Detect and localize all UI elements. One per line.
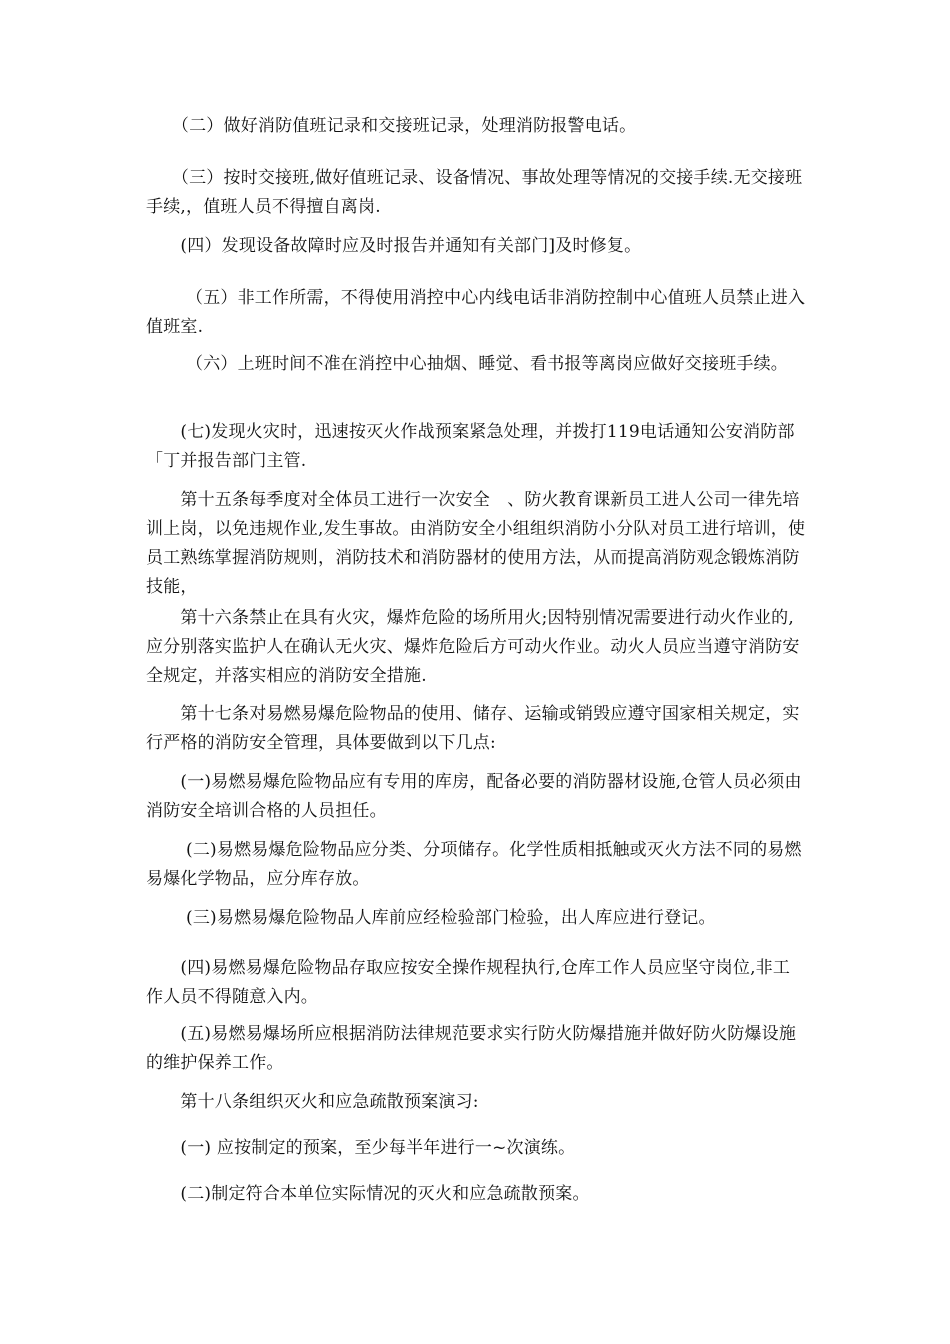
paragraph-fire-response: (七)发现火灾时，迅速按灭火作战预案紧急处理，并拨打119电话通知公安消防部「丁并报告部门主管.: [146, 422, 795, 471]
paragraph-shift-handover: （三）按时交接班,做好值班记录、设备情况、事故处理等情况的交接手续.无交接班手续,，值班人员不得擅自离岗.: [146, 168, 803, 217]
paragraph-duty-record: （二）做好消防值班记录和交接班记录，处理消防报警电话。: [146, 116, 637, 136]
paragraph-evacuation-plan: (二)制定符合本单位实际情况的灭火和应急疏散预案。: [146, 1184, 590, 1204]
paragraph-article-17: 第十七条对易燃易爆危险物品的使用、储存、运输或销毁应遵守国家相关规定，实行严格的消防安全管理，具体要做到以下几点:: [146, 704, 800, 753]
paragraph-article-18: 第十八条组织灭火和应急疏散预案演习:: [146, 1092, 479, 1112]
paragraph-storage-room: (一)易燃易爆危险物品应有专用的库房，配备必要的消防器材设施,仓管人员必须由消防安全培训合格的人员担任。: [146, 772, 802, 821]
paragraph-inspection: (三)易燃易爆危险物品人库前应经检验部门检验，出人库应进行登记。: [146, 908, 716, 928]
paragraph-article-16: 第十六条禁止在具有火灾，爆炸危险的场所用火;因特别情况需要进行动火作业的,应分别落实监护人在确认无火灾、爆炸危险后方可动火作业。动火人员应当遵守消防安全规定，并落实相应的消防安全措施.: [146, 608, 800, 686]
paragraph-equipment-fault: (四）发现设备故障时应及时报告并通知有关部门]及时修复。: [146, 236, 642, 256]
paragraph-drill-frequency: (一) 应按制定的预案，至少每半年进行一~次演练。: [146, 1138, 576, 1158]
paragraph-explosion-prevention: (五)易燃易爆场所应根据消防法律规范要求实行防火防爆措施并做好防火防爆设施的维护保养工作。: [146, 1024, 797, 1073]
paragraph-article-15: 第十五条每季度对全体员工进行一次安全 、防火教育课新员工进人公司一律先培训上岗，以免违规作业,发生事故。由消防安全小组组织消防小分队对员工进行培训，使员工熟练掌握消防规则，消防技术和消防器材的使用方法，从而提高消防观念锻炼消防技能，: [146, 490, 806, 597]
paragraph-internal-phone: （五）非工作所需，不得使用消控中心内线电话非消防控制中心值班人员禁止进入值班室.: [146, 288, 806, 337]
paragraph-classified-storage: (二)易燃易爆危险物品应分类、分项储存。化学性质相抵触或灭火方法不同的易燃易爆化学物品，应分库存放。: [146, 840, 802, 889]
paragraph-operation-rules: (四)易燃易爆危险物品存取应按安全操作规程执行,仓库工作人员应坚守岗位,非工作人员不得随意入内。: [146, 958, 791, 1007]
paragraph-no-smoking: （六）上班时间不准在消控中心抽烟、睡觉、看书报等离岗应做好交接班手续。: [146, 354, 789, 374]
